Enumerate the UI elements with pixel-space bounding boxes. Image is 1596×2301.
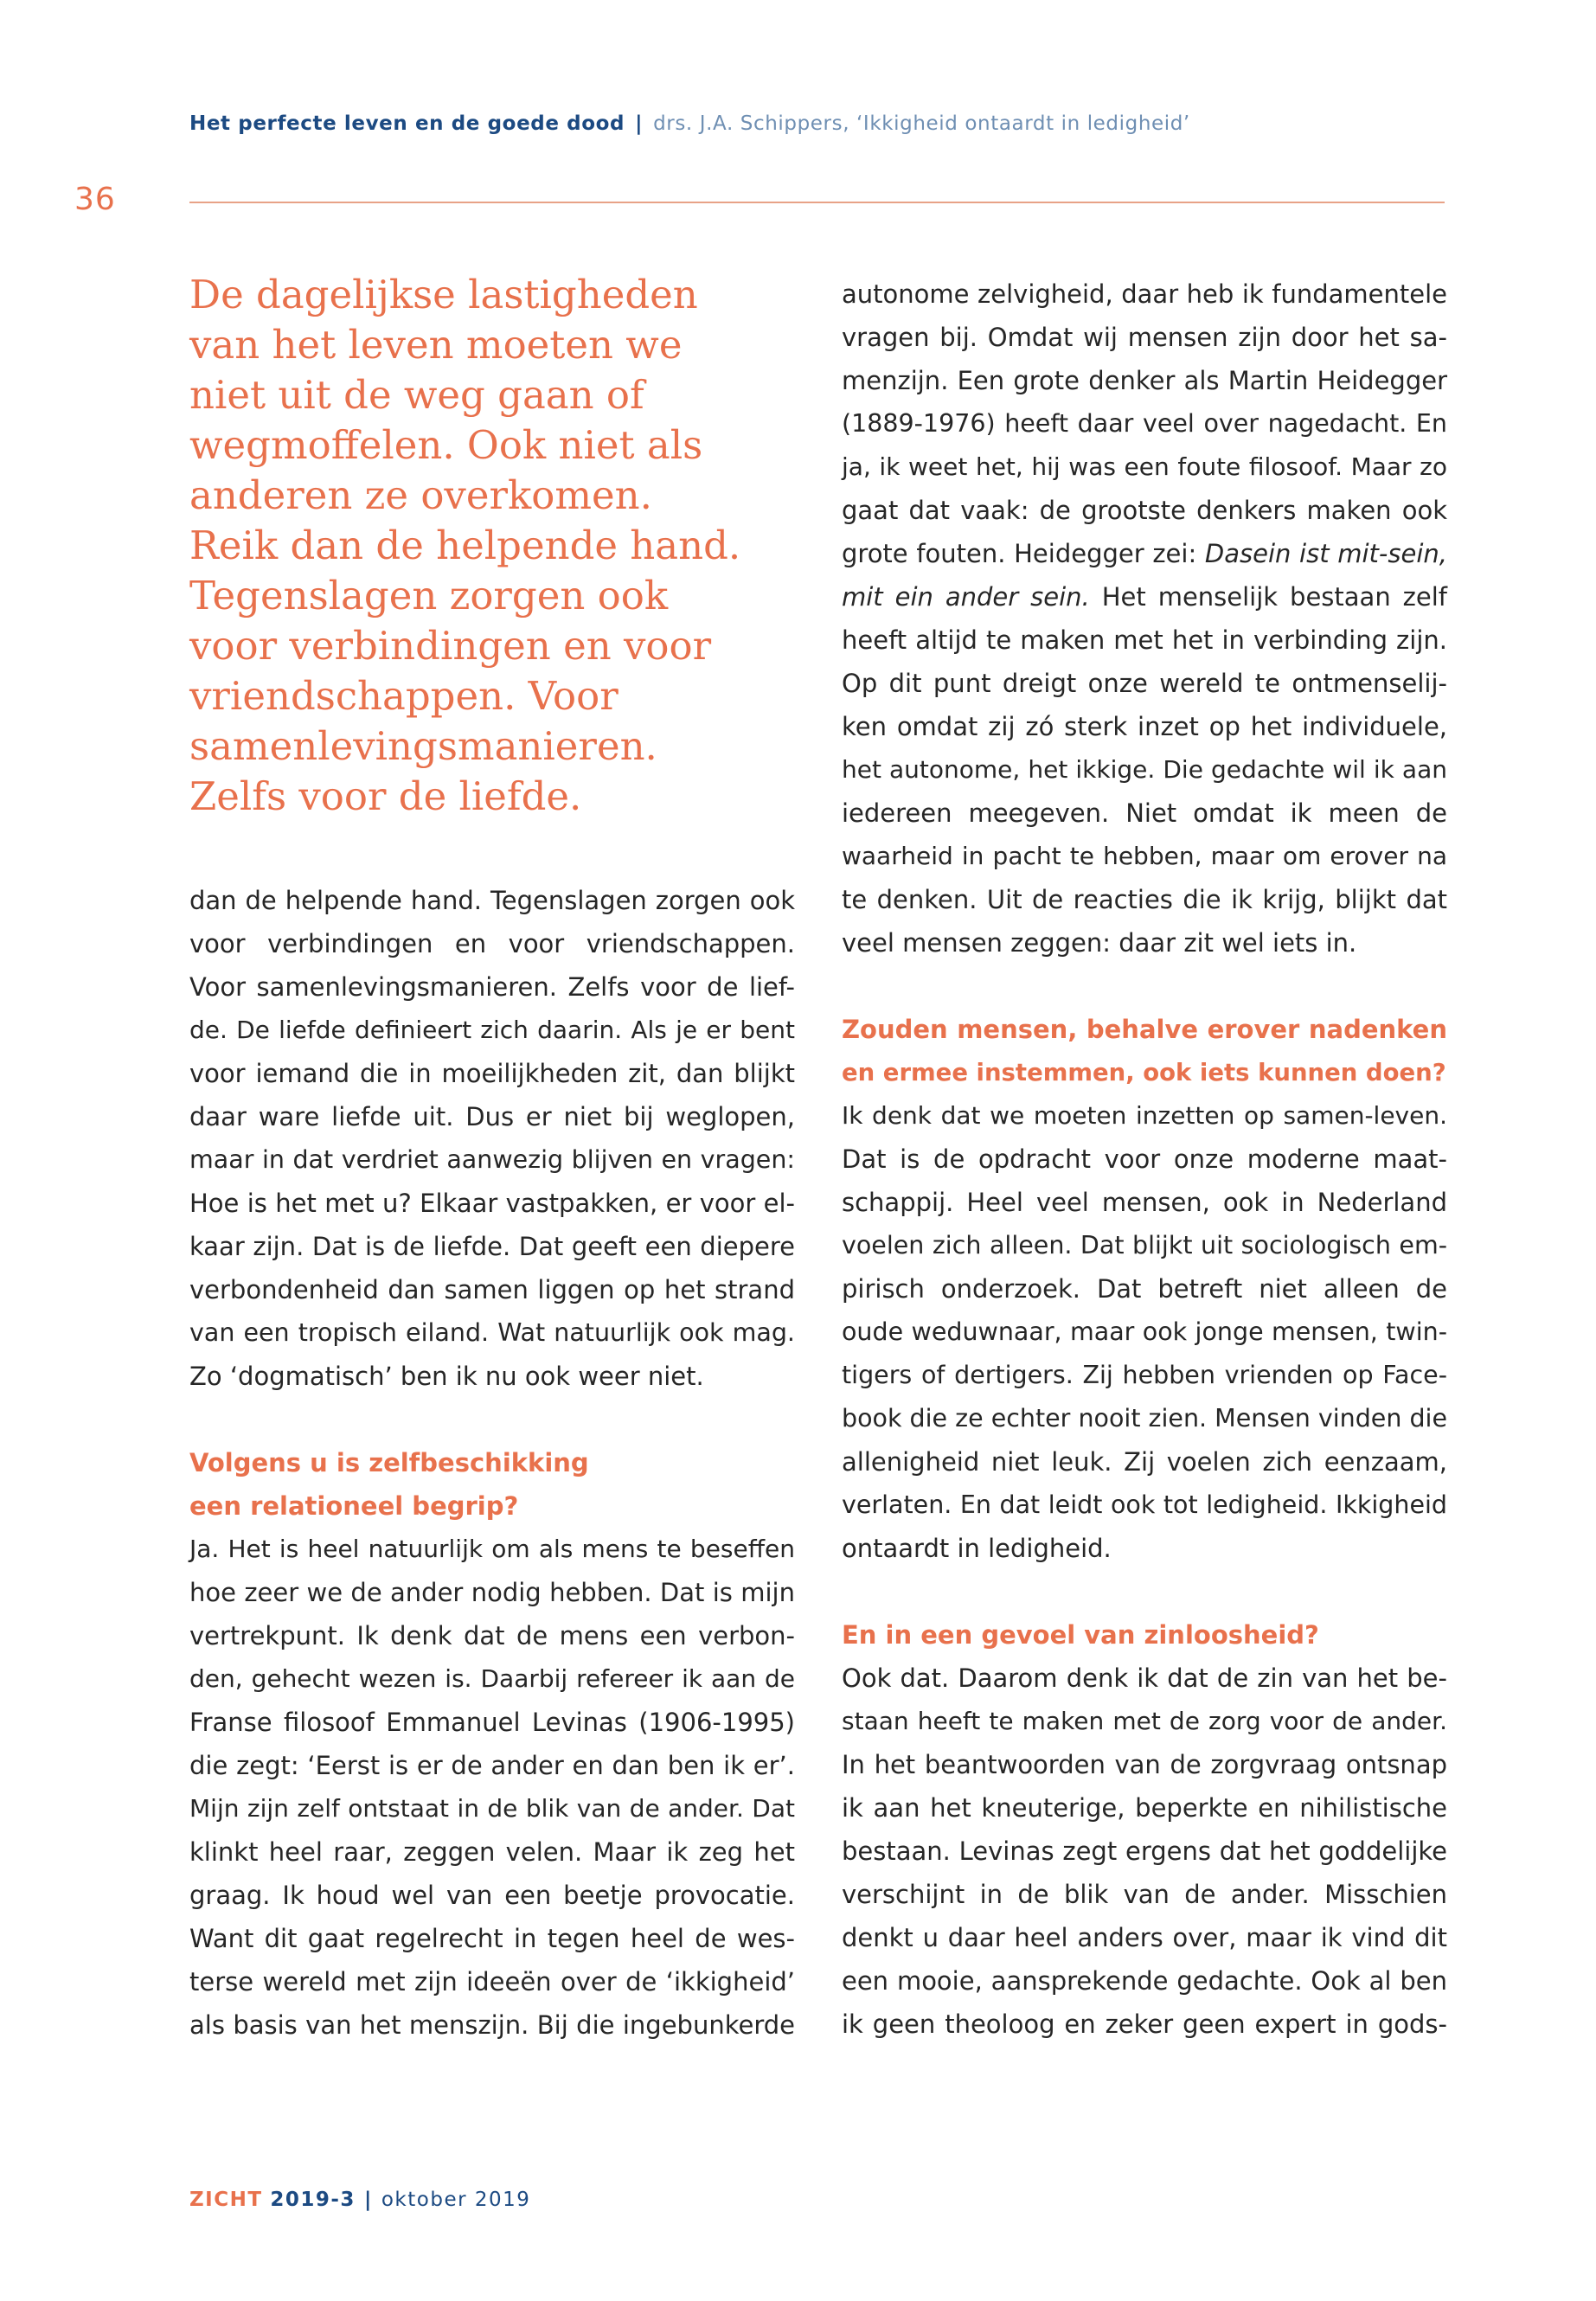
text-line: oude weduwnaar, maar ook jonge mensen, twin- [842,1317,1447,1346]
text-line: bestaan. Levinas zegt ergens dat het goddelijke [842,1836,1447,1866]
text-line: voelen zich alleen. Dat blijkt uit sociologisch em- [842,1231,1447,1259]
pull-quote-line: Tegenslagen zorgen ook [189,573,669,619]
text-line: Dat is de opdracht voor onze moderne maat- [842,1144,1447,1174]
text-line: staan heeft te maken met de zorg voor de ander. [842,1707,1447,1735]
paragraph-gap [189,1398,795,1441]
text-line: vertrekpunt. Ik denk dat de mens een verbon- [189,1621,795,1650]
question-line: En in een gevoel van zinloosheid? [842,1620,1319,1650]
text-line: als basis van het menszijn. Bij die ingebunkerde [189,2010,795,2040]
text-line: gaat dat vaak: de grootste denkers maken ook [842,496,1447,525]
header-divider [189,202,1445,203]
heidegger-quote: mit ein ander sein. [842,582,1090,612]
right-column [842,272,1447,2046]
issue-number: 2019-3 [270,2189,356,2211]
left-column [189,879,795,2047]
text-line: den, gehecht wezen is. Daarbij refereer ik aan de [189,1664,795,1693]
text-line: Ja. Het is heel natuurlijk om als mens te beseffen [189,1535,795,1563]
text-line [842,575,1447,619]
text-line: allenigheid niet leuk. Zij voelen zich eenzaam, [842,1447,1447,1477]
pull-quote-line: De dagelijkse lastigheden [189,272,698,317]
text-line: kaar zijn. Dat is de liefde. Dat geeft een diepere [189,1232,795,1261]
text-line: de. De liefde definieert zich daarin. Als je er bent [189,1016,795,1044]
text-line: dan de helpende hand. Tegenslagen zorgen ook [189,886,795,915]
pull-quote-line: niet uit de weg gaan of [189,372,644,418]
text-line: Want dit gaat regelrecht in tegen heel de wes- [189,1924,795,1953]
body-paragraph [189,879,795,1398]
page-footer [189,2189,530,2211]
pull-quote-line: van het leven moeten we [189,322,683,368]
interview-question [842,1008,1447,1094]
paragraph-gap [842,965,1447,1008]
running-header [189,112,1190,135]
text-line: een mooie, aansprekende gedachte. Ook al ben [842,1966,1447,1996]
interview-question [189,1441,795,1528]
text-line [842,532,1447,575]
article-subtitle: drs. J.A. Schippers, ‘Ikkigheid ontaardt in ledigheid’ [653,112,1190,135]
text-line: tigers of dertigers. Zij hebben vrienden op Face- [842,1361,1447,1389]
text-segment: Het menselijk bestaan zelf [1089,582,1447,612]
text-line: ik aan het kneuterige, beperkte en nihilistische [842,1793,1447,1823]
page-number: 36 [74,182,116,217]
paragraph-gap [842,1570,1447,1613]
issue-date: oktober 2019 [381,2189,531,2211]
text-line: Ik denk dat we moeten inzetten op samen-leven. [842,1101,1447,1130]
text-line: Hoe is het met u? Elkaar vastpakken, er voor el- [189,1189,795,1218]
text-line: menzijn. Een grote denker als Martin Heidegger [842,366,1447,395]
text-line: Zo ‘dogmatisch’ ben ik nu ook weer niet. [189,1362,704,1391]
magazine-name: ZICHT [189,2189,263,2211]
interview-question [842,1613,1447,1657]
text-line: terse wereld met zijn ideeën over de ‘ikkigheid’ [189,1967,795,1997]
text-line: denkt u daar heel anders over, maar ik vind dit [842,1923,1447,1952]
text-line: iedereen meegeven. Niet omdat ik meen de [842,798,1447,828]
text-line: book die ze echter nooit zien. Mensen vinden die [842,1404,1447,1433]
text-line: autonome zelvigheid, daar heb ik fundamentele [842,279,1447,309]
body-paragraph [842,1657,1447,2046]
text-line: te denken. Uit de reacties die ik krijg, blijkt dat [842,885,1447,914]
text-line: graag. Ik houd wel van een beetje provocatie. [189,1881,795,1910]
text-line: In het beantwoorden van de zorgvraag ontsnap [842,1750,1447,1779]
header-separator: | [635,112,644,135]
text-line: ken omdat zij zó sterk inzet op het individuele, [842,712,1447,741]
text-line: voor iemand die in moeilijkheden zit, dan blijkt [189,1059,795,1088]
pull-quote-line: voor verbindingen en voor [189,623,712,669]
text-line: ontaardt in ledigheid. [842,1534,1112,1563]
pull-quote [189,270,830,822]
text-line: verlaten. En dat leidt ook tot ledigheid. Ikkigheid [842,1490,1447,1519]
text-line: veel mensen zeggen: daar zit wel iets in. [842,928,1357,958]
text-line: Voor samenlevingsmanieren. Zelfs voor de lief- [189,972,795,1002]
text-line: Mijn zijn zelf ontstaat in de blik van de ander. Dat [189,1794,795,1823]
text-line: Franse filosoof Emmanuel Levinas (1906-1995) [189,1708,795,1737]
pull-quote-line: Reik dan de helpende hand. [189,522,741,568]
pull-quote-line: samenlevingsmanieren. [189,723,657,769]
text-line: klinkt heel raar, zeggen velen. Maar ik zeg het [189,1837,795,1867]
question-line: Zouden mensen, behalve erover nadenken [842,1015,1447,1044]
question-line: een relationeel begrip? [189,1491,519,1521]
question-line: en ermee instemmen, ook iets kunnen doen? [842,1059,1446,1086]
text-line: vragen bij. Omdat wij mensen zijn door het sa- [842,323,1447,352]
text-line: ja, ik weet het, hij was een foute filosoof. Maar zo [842,452,1447,481]
text-line: Op dit punt dreigt onze wereld te ontmenselij- [842,669,1447,698]
pull-quote-line: Zelfs voor de liefde. [189,773,582,819]
body-paragraph [189,1528,795,2047]
text-line: daar ware liefde uit. Dus er niet bij weglopen, [189,1102,795,1131]
text-line: waarheid in pacht te hebben, maar om erover na [842,842,1447,870]
text-line: voor verbindingen en voor vriendschappen. [189,929,795,958]
text-line: hoe zeer we de ander nodig hebben. Dat is mijn [189,1578,795,1607]
text-line: schappij. Heel veel mensen, ook in Nederland [842,1188,1447,1217]
pull-quote-line: anderen ze overkomen. [189,472,652,518]
text-line: die zegt: ‘Eerst is er de ander en dan ben ik er’. [189,1751,795,1780]
text-line: heeft altijd te maken met het in verbinding zijn. [842,625,1447,655]
footer-separator: | [363,2189,373,2211]
text-line: verschijnt in de blik van de ander. Misschien [842,1880,1447,1909]
text-line: Ook dat. Daarom denk ik dat de zin van het be- [842,1663,1447,1693]
body-paragraph [842,272,1447,965]
publication-title: Het perfecte leven en de goede dood [189,112,625,135]
text-line: maar in dat verdriet aanwezig blijven en vragen: [189,1145,795,1174]
pull-quote-line: vriendschappen. Voor [189,673,619,719]
text-line: (1889-1976) heeft daar veel over nagedacht. En [842,409,1447,438]
question-line: Volgens u is zelfbeschikking [189,1448,589,1477]
text-line: het autonome, het ikkige. Die gedachte wil ik aan [842,755,1447,784]
text-line: verbondenheid dan samen liggen op het strand [189,1275,795,1304]
pull-quote-line: wegmoffelen. Ook niet als [189,422,703,468]
text-line: ik geen theoloog en zeker geen expert in gods- [842,2009,1447,2039]
heidegger-quote: Dasein ist mit-sein, [1204,539,1447,568]
text-line: van een tropisch eiland. Wat natuurlijk ook mag. [189,1318,795,1347]
body-paragraph [842,1094,1447,1570]
text-segment: grote fouten. Heidegger zei: [842,539,1205,568]
text-line: pirisch onderzoek. Dat betreft niet alleen de [842,1274,1447,1304]
